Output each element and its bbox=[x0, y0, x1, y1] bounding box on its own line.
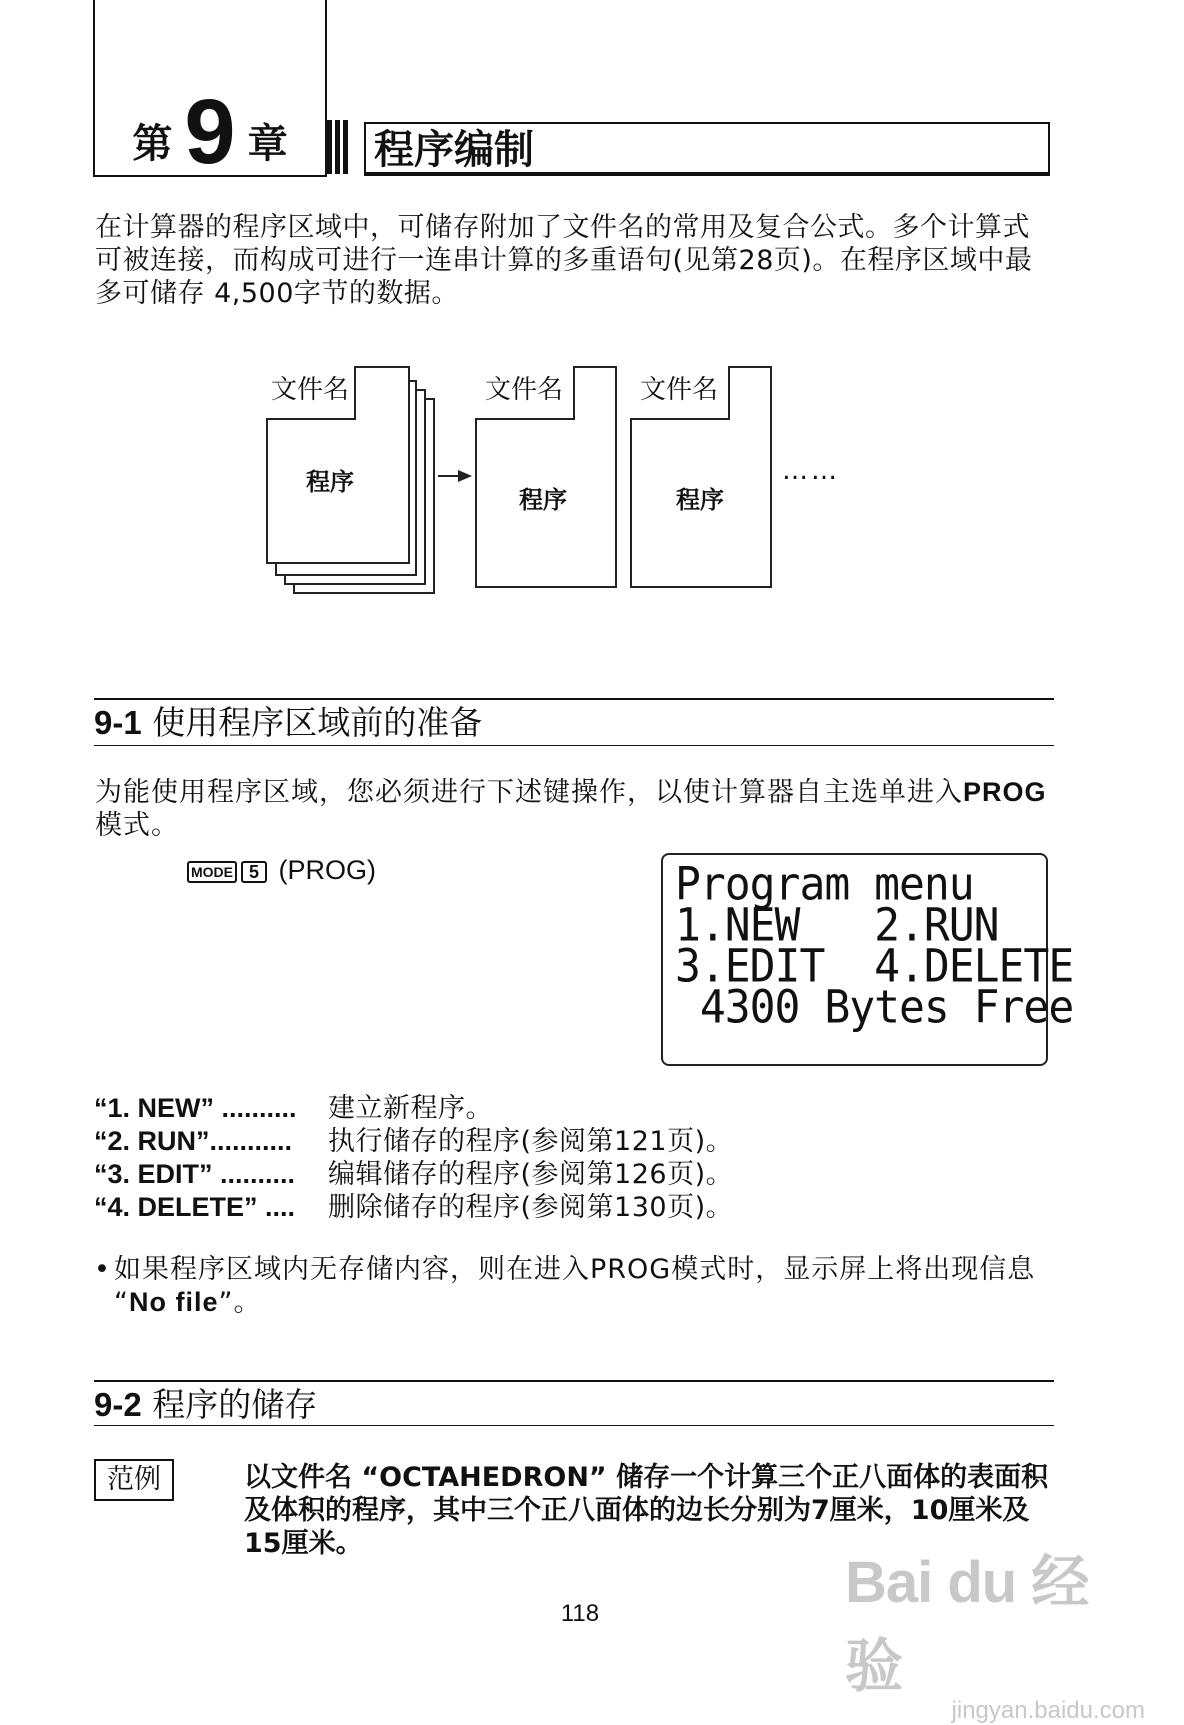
menu-option-desc: 删除储存的程序(参阅第130页)。 bbox=[328, 1192, 734, 1223]
arrow-line bbox=[438, 475, 460, 477]
example-text: 以文件名 “OCTAHEDRON” 储存一个计算三个正八面体的表面积及体积的程序，其中三个正八面体的边长分别为7厘米，10厘米及15厘米。 bbox=[244, 1462, 1049, 1559]
section1-number: 9-1 bbox=[94, 704, 142, 741]
five-key: 5 bbox=[241, 861, 267, 883]
note-text bbox=[114, 1253, 1054, 1319]
section1-rule-bottom bbox=[94, 745, 1054, 746]
menu-option-desc: 编辑储存的程序(参阅第126页)。 bbox=[328, 1159, 734, 1190]
section1-rule-top bbox=[94, 698, 1054, 700]
menu-option-key: “2. RUN”........... bbox=[94, 1126, 293, 1156]
menu-option-row bbox=[94, 1125, 1054, 1158]
menu-option-row bbox=[94, 1092, 1054, 1125]
key-sequence bbox=[187, 855, 376, 886]
note-bullet: • bbox=[94, 1254, 110, 1285]
chapter-title: 程序编制 bbox=[374, 127, 534, 173]
key-sequence-suffix: (PROG) bbox=[278, 855, 377, 885]
section1-paragraph-end: 模式。 bbox=[95, 810, 179, 841]
menu-option-key: “3. EDIT” .......... bbox=[94, 1159, 296, 1189]
baidu-watermark bbox=[845, 1535, 1145, 1725]
menu-option-key: “4. DELETE” .... bbox=[94, 1192, 296, 1222]
no-file-text: No file bbox=[129, 1287, 219, 1317]
title-bars bbox=[327, 120, 355, 174]
note-text-b: ”。 bbox=[218, 1287, 262, 1318]
intro-paragraph: 在计算器的程序区域中，可储存附加了文件名的常用及复合公式。多个计算式可被连接，而构成可进行一连串计算的多重语句(见第28页)。在程序区域中最多可储存 4,500字节的数据。 bbox=[95, 212, 1033, 309]
file-name-tab-1: 文件名 bbox=[266, 366, 356, 420]
page-number: 118 bbox=[560, 1600, 600, 1627]
chapter-number: 9 bbox=[184, 81, 236, 184]
menu-option-desc: 建立新程序。 bbox=[328, 1093, 493, 1124]
watermark-sub: jingyan.baidu.com bbox=[951, 1697, 1145, 1724]
prog-mode-text: PROG bbox=[963, 777, 1047, 807]
menu-options-list bbox=[94, 1092, 1054, 1224]
lcd-line-2: 1.NEW 2.RUN bbox=[675, 899, 999, 953]
section2-title: 程序的储存 bbox=[152, 1385, 318, 1424]
note-text-a: 如果程序区域内无存储内容，则在进入PROG模式时，显示屏上将出现信息 “ bbox=[114, 1254, 1036, 1318]
lcd-line-4: 4300 Bytes Free bbox=[675, 981, 1074, 1035]
chapter-label bbox=[93, 81, 327, 184]
section2-rule-bottom bbox=[94, 1425, 1054, 1426]
program-label-1: 程序 bbox=[306, 468, 354, 496]
section1-heading bbox=[94, 703, 482, 743]
example-label: 范例 bbox=[94, 1459, 174, 1501]
watermark-main: Bai du 经验 bbox=[845, 1550, 1089, 1699]
lcd-line-1: Program menu bbox=[675, 858, 974, 912]
lcd-line-3: 3.EDIT 4.DELETE bbox=[675, 940, 1074, 994]
menu-option-desc: 执行储存的程序(参阅第121页)。 bbox=[328, 1126, 734, 1157]
menu-option-row bbox=[94, 1191, 1054, 1224]
ellipsis: …… bbox=[782, 456, 840, 486]
section2-rule-top bbox=[94, 1380, 1054, 1382]
program-label-2: 程序 bbox=[519, 486, 567, 514]
section2-number: 9-2 bbox=[94, 1386, 142, 1423]
section2-heading bbox=[94, 1385, 317, 1425]
note bbox=[94, 1253, 1054, 1319]
program-label-3: 程序 bbox=[676, 486, 724, 514]
arrow-right-icon bbox=[458, 470, 472, 482]
file-name-tab-3: 文件名 bbox=[630, 366, 730, 420]
mode-key: MODE bbox=[187, 861, 237, 883]
section1-title: 使用程序区域前的准备 bbox=[152, 703, 483, 742]
lcd-screen bbox=[661, 853, 1074, 1066]
menu-option-row bbox=[94, 1158, 1054, 1191]
chapter-suffix: 章 bbox=[247, 121, 288, 167]
section1-paragraph-main: 为能使用程序区域，您必须进行下述键操作，以使计算器自主选单进入 bbox=[95, 777, 963, 808]
file-name-tab-2: 文件名 bbox=[475, 366, 575, 420]
section1-paragraph bbox=[95, 776, 1055, 842]
chapter-prefix: 第 bbox=[132, 121, 173, 167]
menu-option-key: “1. NEW” .......... bbox=[94, 1093, 297, 1123]
